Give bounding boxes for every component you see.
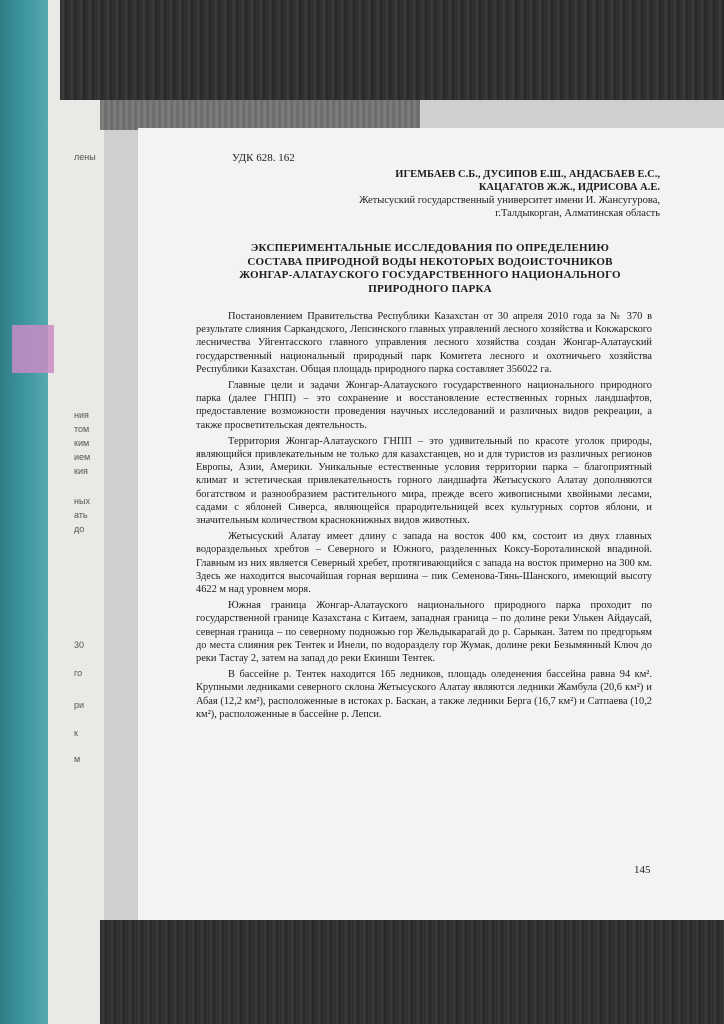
margin-fragment: 30: [74, 640, 85, 650]
udk-code: УДК 628. 162: [232, 152, 295, 164]
margin-fragment: ким: [74, 438, 90, 448]
margin-fragment: ием: [74, 452, 91, 462]
page-number: 145: [634, 864, 651, 876]
title-line: ЭКСПЕРИМЕНТАЛЬНЫЕ ИССЛЕДОВАНИЯ ПО ОПРЕДЕЛЕНИЮ: [250, 242, 610, 254]
author-block: [359, 168, 660, 220]
authors-line: ИГЕМБАЕВ С.Б., ДУСИПОВ Е.Ш., АНДАСБАЕВ Е.С.,: [395, 169, 660, 180]
bookmark-tab: [12, 325, 54, 373]
margin-fragment: кия: [74, 466, 88, 476]
title-line: СОСТАВА ПРИРОДНОЙ ВОДЫ НЕКОТОРЫХ ВОДОИСТОЧНИКОВ: [247, 255, 613, 268]
book-spine-edge: [0, 0, 48, 1024]
affiliation-line: г.Талдыкорган, Алматинская область: [495, 208, 660, 219]
scan-shadow-top-inner: [100, 100, 420, 130]
affiliation-line: Жетысуский государственный университет имени И. Жансугурова,: [359, 195, 660, 206]
title-line: ЖОНГАР-АЛАТАУСКОГО ГОСУДАРСТВЕННОГО НАЦИОНАЛЬНОГО: [239, 269, 621, 281]
title-line: ПРИРОДНОГО ПАРКА: [368, 282, 492, 295]
body-paragraph: Постановлением Правительства Республики Казахстан от 30 апреля 2010 года за № 370 в результате слияния Саркандского, Лепсинского главных управлений лесного хозяйства и Кокжарского лесничества Уйгентасского главного управления лесного хозяйства создан Жонгар-Алатауский государственный национальный природный парк Комитета лесного и охотничьего хозяйства Республики Казахстан. Общая площадь природного парка составляет 356022 га.: [196, 311, 652, 375]
article-title: [210, 242, 650, 296]
margin-fragment: том: [74, 424, 90, 434]
margin-fragment: ных: [74, 496, 90, 506]
body-paragraph: Территория Жонгар-Алатауского ГНПП – это удивительный по красоте уголок природы, являющийся привлекательным не только для казахстанцев, но и для туристов из различных регионов Европы, Азии, Америки. Уникальные естественные условия территории парка – благоприятный климат и эстетическая привлекательность горного ландшафта Жетысуского Алатау дополняются богатством и разнообразием растительного мира, прежде всего живописными хвойными лесами, садами с яблоней Сиверса, являющейся прародительницей всех культурных сортов яблони, и значительным количеством краснокнижных видов животных.: [196, 435, 652, 527]
authors-line: КАЦАГАТОВ Ж.Ж., ИДРИСОВА А.Е.: [478, 182, 660, 193]
scan-shadow-bottom: [100, 920, 724, 1024]
margin-fragment: лены: [74, 152, 96, 162]
body-paragraph: Южная граница Жонгар-Алатауского национального природного парка проходит по государственной границе Казахстана с Китаем, западная граница – по долине реки Улькен Айдаусай, северная граница – по северному подножью гор Жельдыкарагай до р. Сарыкан. Затем по предгорьям до места слияния рек Тентек и Инели, по водоразделу гор Жумак, долине реки Безымянный Ключ до реки Тастау 2, затем на запад до реки Екинши Тентек.: [196, 600, 652, 665]
margin-fragment: ния: [74, 410, 89, 420]
margin-fragment: к: [74, 728, 78, 738]
margin-fragment: до: [74, 524, 85, 534]
margin-fragment: м: [74, 754, 81, 764]
scan-shadow-top: [60, 0, 724, 100]
body-paragraph: Главные цели и задачи Жонгар-Алатауского государственного национального природного парка (далее ГНПП) – это сохранение и восстановление естественных горных ландшафтов, предоставление возможности проведения научных исследований и различных видов рекреации, а также просветительская деятельность.: [196, 380, 652, 431]
body-paragraph: В бассейне р. Тентек находится 165 ледников, площадь оледенения бассейна равна 94 км². Крупными ледниками северного склона Жетысуского Алатау являются ледники Жамбула (20,6 км²) и Абая (12,2 км²), расположенные в истоках р. Баскан, а также ледники Берга (16,7 км²) и Сатпаева (10,2 км²), расположенные в бассейне р. Лепси.: [196, 669, 652, 720]
article-body: [196, 310, 652, 724]
margin-fragment: го: [74, 668, 83, 678]
margin-fragment: ри: [74, 700, 85, 710]
margin-fragment: ать: [74, 510, 88, 520]
body-paragraph: Жетысуский Алатау имеет длину с запада на восток 400 км, состоит из двух главных водораздельных хребтов – Северного и Южного, разделенных Коксу-Бороталинской впадиной. Главным из них является Северный хребет, протягивающийся с запада на восток примерно на 300 км. Здесь же находится высочайшая горная вершина – пик Семенова-Тянь-Шанского, имеющий высоту 4622 м над уровнем моря.: [196, 531, 652, 596]
